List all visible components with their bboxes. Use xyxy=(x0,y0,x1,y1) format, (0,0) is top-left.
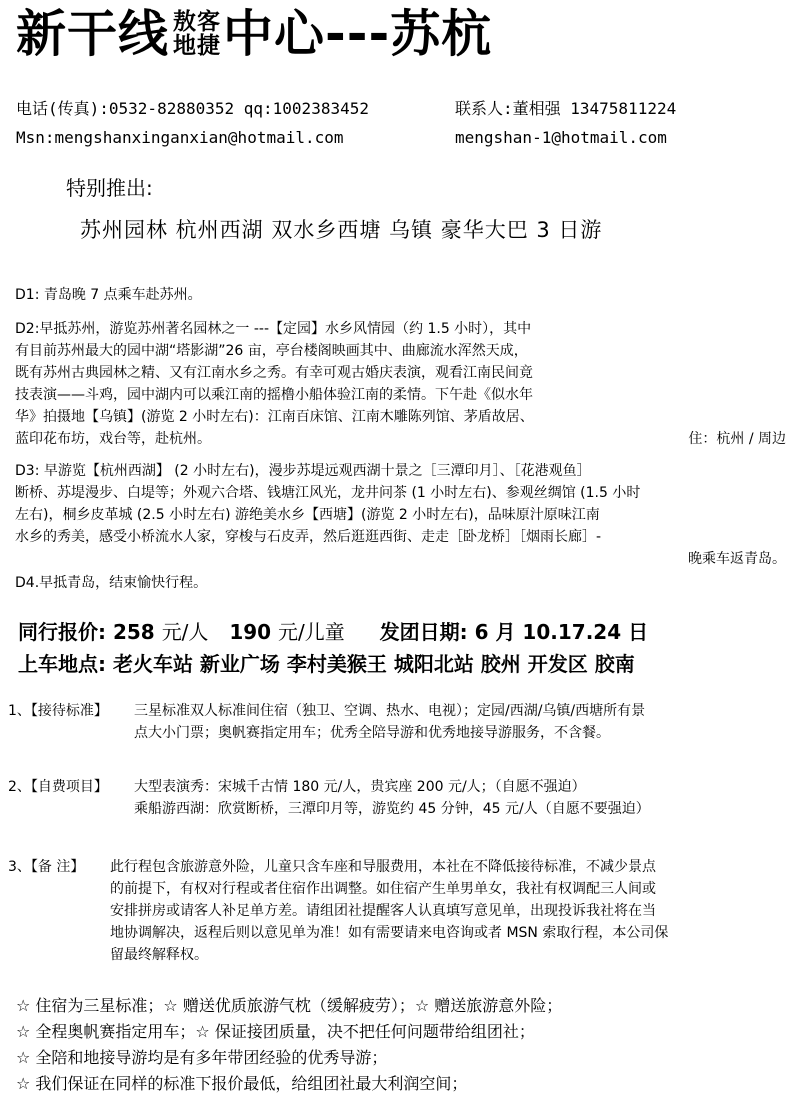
adult-price: 258 xyxy=(112,620,155,644)
note-2-line: 乘船游西湖：欣赏断桥，三潭印月等，游览约 45 分钟，45 元/人（自愿不要强迫） xyxy=(134,801,650,817)
note-1 xyxy=(134,700,645,744)
bullet-item: ☆ 我们保证在同样的标准下报价最低，给组团社最大利润空间； xyxy=(16,1074,468,1093)
day-3 xyxy=(15,460,791,548)
logo-bottom: 地捷 xyxy=(173,33,221,59)
contact-phone: 电话(传真):0532-82880352 qq:1002383452 xyxy=(16,99,369,118)
note-3-line: 此行程包含旅游意外险，儿童只含车座和导服费用，本社在不降低接待标准，不减少景点 xyxy=(110,859,656,875)
day-4: D4.早抵青岛，结束愉快行程。 xyxy=(15,575,208,591)
adult-unit: 元/人 xyxy=(161,620,209,644)
child-unit: 元/儿童 xyxy=(278,620,345,644)
day-3-line: 水乡的秀美，感受小桥流水人家，穿梭与石皮弄，然后逛逛西街、走走［卧龙桥］［烟雨长廊］- xyxy=(15,529,602,545)
note-3-line: 留最终解释权。 xyxy=(110,947,208,963)
day-2-line: 既有苏州古典园林之精、又有江南水乡之秀。有幸可观古婚庆表演，观看江南民间竟 xyxy=(15,365,533,381)
page-title xyxy=(16,0,492,68)
day-3-line: D3: 早游览【杭州西湖】 (2 小时左右)，漫步苏堤远观西湖十景之［三潭印月］、［花港观鱼］ xyxy=(15,463,591,479)
agency-logo-text xyxy=(173,10,221,58)
note-2-line: 大型表演秀：宋城千古情 180 元/人，贵宾座 200 元/人；（自愿不强迫） xyxy=(134,779,586,795)
note-3-head: 3、【备 注】 xyxy=(8,859,85,875)
day-2-line: 蓝印花布坊，戏台等，赴杭州。 xyxy=(15,431,211,447)
day-2-line: D2:早抵苏州，游览苏州著名园林之一 ---【定园】水乡风情园（约 1.5 小时），其中 xyxy=(15,321,532,337)
title-main-a: 新干线 xyxy=(16,5,169,63)
contact-msn: Msn:mengshanxinganxian@hotmail.com xyxy=(16,128,344,147)
contact-person: 联系人:董相强 13475811224 xyxy=(455,99,677,118)
day-2-line: 有目前苏州最大的园中湖“塔影湖”26 亩，亭台楼阁映画其中、曲廊流水浑然天成， xyxy=(15,343,528,359)
special-label: 特别推出: xyxy=(66,176,153,200)
note-3-line: 地协调解决，返程后则以意见单为准！如有需要请来电咨询或者 MSN 索取行程，本公司保 xyxy=(110,925,669,941)
tour-title: 苏州园林 杭州西湖 双水乡西塘 乌镇 豪华大巴 3 日游 xyxy=(80,218,603,242)
pickup-locations: 上车地点: 老火车站 新业广场 李村美猴王 城阳北站 胶州 开发区 胶南 xyxy=(18,652,635,676)
note-1-head: 1、【接待标准】 xyxy=(8,703,108,719)
day-2-line: 华》拍摄地【乌镇】(游览 2 小时左右)：江南百床馆、江南木雕陈列馆、茅盾故居、 xyxy=(15,409,534,425)
price-label: 同行报价: xyxy=(18,620,106,644)
day-3-line: 左右)，桐乡皮革城 (2.5 小时左右) 游绝美水乡【西塘】(游览 2 小时左右)，品味原汁原味江南 xyxy=(15,507,600,523)
note-2-head: 2、【自费项目】 xyxy=(8,779,108,795)
note-3 xyxy=(110,856,668,966)
bullet-item: ☆ 全程奥帆赛指定用车；☆ 保证接团质量，决不把任何问题带给组团社； xyxy=(16,1022,535,1041)
day-2-line: 技表演——斗鸡，园中湖内可以乘江南的摇橹小船体验江南的柔情。下午赴《似水年 xyxy=(15,387,533,403)
price-line xyxy=(18,616,648,645)
note-1-line: 三星标准双人标准间住宿（独卫、空调、热水、电视）；定园/西湖/乌镇/西塘所有景 xyxy=(134,703,646,719)
date-value: 6 月 10.17.24 日 xyxy=(474,620,649,644)
day-3-line: 断桥、苏堤漫步、白堤等；外观六合塔、钱塘江风光，龙井问茶 (1 小时左右)、参观丝绸馆 (1.5 小时 xyxy=(15,485,641,501)
date-label: 发团日期: xyxy=(379,620,468,644)
day-3-end: 晚乘车返青岛。 xyxy=(688,551,786,567)
note-1-line: 点大小门票；奥帆赛指定用车；优秀全陪导游和优秀地接导游服务，不含餐。 xyxy=(134,725,610,741)
bullet-item: ☆ 住宿为三星标准；☆ 赠送优质旅游气枕（缓解疲劳）；☆ 赠送旅游意外险； xyxy=(16,996,563,1015)
contact-email: mengshan-1@hotmail.com xyxy=(455,128,667,147)
bullet-item: ☆ 全陪和地接导游均是有多年带团经验的优秀导游； xyxy=(16,1048,388,1067)
day-2 xyxy=(15,318,791,450)
day-1: D1: 青岛晚 7 点乘车赴苏州。 xyxy=(15,287,202,303)
title-main-b: 中心---苏杭 xyxy=(223,5,493,63)
note-3-line: 的前提下，有权对行程或者住宿作出调整。如住宿产生单男单女，我社有权调配三人间或 xyxy=(110,881,656,897)
child-price: 190 xyxy=(229,620,272,644)
day-2-stay: 住：杭州 / 周边 xyxy=(688,431,786,447)
logo-top: 敖客 xyxy=(173,9,221,35)
note-2 xyxy=(134,776,650,820)
note-3-line: 安排拼房或请客人补足单方差。请组团社提醒客人认真填写意见单，出现投诉我社将在当 xyxy=(110,903,656,919)
